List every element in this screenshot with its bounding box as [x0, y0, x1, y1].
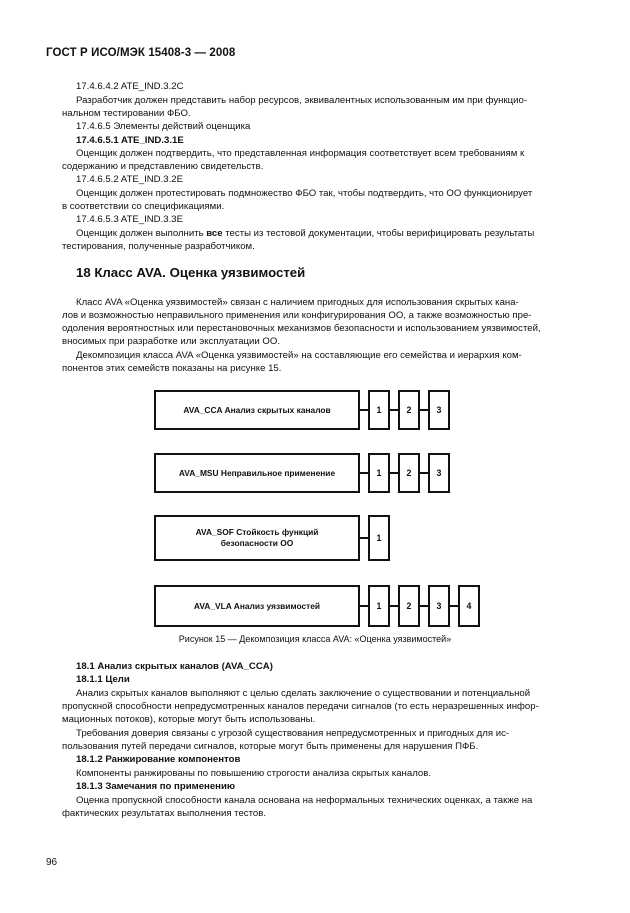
component-level-4: 4: [458, 585, 480, 627]
component-level-1: 1: [368, 453, 390, 493]
body-text: пользования путей передачи сигналов, которые могут быть применены для нарушения ПФБ.: [62, 741, 479, 752]
body-text: Требования доверия связаны с угрозой существования непредусмотренных и пригодных для ис-: [76, 728, 510, 739]
connector-line: [390, 409, 398, 411]
family-box-ava-vla: AVA_VLA Анализ уязвимостей: [154, 585, 360, 627]
subsection-title-18-1: 18.1 Анализ скрытых каналов (AVA_CCA): [76, 661, 273, 672]
body-text: Компоненты ранжированы по повышению строгости анализа скрытых каналов.: [76, 768, 431, 779]
component-level-3: 3: [428, 390, 450, 430]
subsection-title-18-1-1: 18.1.1 Цели: [76, 674, 130, 685]
family-box-ava-msu: AVA_MSU Неправильное применение: [154, 453, 360, 493]
text-run: Оценщик должен выполнить: [76, 228, 207, 239]
body-text: [76, 227, 534, 240]
clause-17-4-6-4-2: 17.4.6.4.2 ATE_IND.3.2C: [76, 81, 184, 92]
connector-line: [390, 605, 398, 607]
connector-line: [420, 605, 428, 607]
body-text: понентов этих семейств показаны на рисунке 15.: [62, 363, 282, 374]
body-text: нальном тестировании ФБО.: [62, 108, 191, 119]
body-text: вносимых при разработке или эксплуатации ОО.: [62, 336, 281, 347]
body-text: Декомпозиция класса AVA «Оценка уязвимостей» на составляющие его семейства и иерархия ком-: [76, 350, 522, 361]
family-label-line: AVA_SOF Стойкость функций: [195, 527, 319, 537]
family-label-line: безопасности ОО: [220, 538, 294, 548]
subsection-title-18-1-3: 18.1.3 Замечания по применению: [76, 781, 236, 792]
connector-line: [360, 472, 368, 474]
component-level-3: 3: [428, 585, 450, 627]
page-number: 96: [46, 857, 58, 868]
connector-line: [390, 472, 398, 474]
body-text: мационных потоков), которые могут быть использованы.: [62, 714, 316, 725]
body-text: тестирования, полученные разработчиком.: [62, 241, 255, 252]
component-level-2: 2: [398, 453, 420, 493]
connector-line: [450, 605, 458, 607]
section-title: 18 Класс AVA. Оценка уязвимостей: [76, 265, 306, 280]
family-box-ava-sof: [154, 515, 360, 561]
clause-17-4-6-5-2: 17.4.6.5.2 ATE_IND.3.2E: [76, 174, 184, 185]
body-text: фактических результатах выполнения тестов.: [62, 808, 266, 819]
body-text: Оценщик должен протестировать подмножество ФБО так, чтобы подтвердить, что ОО функционирует: [76, 188, 533, 199]
figure-caption: Рисунок 15 — Декомпозиция класса AVA: «Оценка уязвимостей»: [178, 634, 452, 644]
body-text: Анализ скрытых каналов выполняют с целью сделать заключение о существовании и потенциальной: [76, 688, 531, 699]
body-text: в соответствии со спецификациями.: [62, 201, 225, 212]
component-level-1: 1: [368, 585, 390, 627]
component-level-1: 1: [368, 515, 390, 561]
component-level-2: 2: [398, 585, 420, 627]
connector-line: [360, 409, 368, 411]
clause-17-4-6-5-1: 17.4.6.5.1 ATE_IND.3.1E: [76, 135, 184, 146]
subsection-title-18-1-2: 18.1.2 Ранжирование компонентов: [76, 754, 241, 765]
document-header: ГОСТ Р ИСО/МЭК 15408-3 — 2008: [46, 47, 236, 59]
family-box-ava-cca: AVA_CCA Анализ скрытых каналов: [154, 390, 360, 430]
body-text: Оценка пропускной способности канала основана на неформальных технических оценках, а также на: [76, 795, 533, 806]
connector-line: [360, 605, 368, 607]
clause-17-4-6-5: 17.4.6.5 Элементы действий оценщика: [76, 121, 251, 132]
text-run: тесты из тестовой документации, чтобы верифицировать результаты: [222, 228, 535, 239]
component-level-1: 1: [368, 390, 390, 430]
component-level-3: 3: [428, 453, 450, 493]
connector-line: [420, 472, 428, 474]
body-text: содержанию и представлению свидетельств.: [62, 161, 264, 172]
clause-17-4-6-5-3: 17.4.6.5.3 ATE_IND.3.3E: [76, 214, 184, 225]
body-text: одоления вероятностных или перестановочных механизмов безопасности и использованием уязвимостей,: [62, 323, 541, 334]
body-text: Класс AVA «Оценка уязвимостей» связан с наличием пригодных для использования скрытых кана-: [76, 297, 519, 308]
body-text: Разработчик должен представить набор ресурсов, эквивалентных использованным им при функцио-: [76, 95, 528, 106]
body-text: лов и возможностью неправильного применения или конфигурирования ОО, а также возможностью пре-: [62, 310, 532, 321]
connector-line: [360, 537, 368, 539]
emphasis-all: все: [206, 228, 223, 239]
component-level-2: 2: [398, 390, 420, 430]
body-text: пропускной способности непредусмотренных каналов передачи сигналов (то есть неразрешенных инфор-: [62, 701, 539, 712]
connector-line: [420, 409, 428, 411]
body-text: Оценщик должен подтвердить, что представленная информация соответствует всем требованиям к: [76, 148, 525, 159]
